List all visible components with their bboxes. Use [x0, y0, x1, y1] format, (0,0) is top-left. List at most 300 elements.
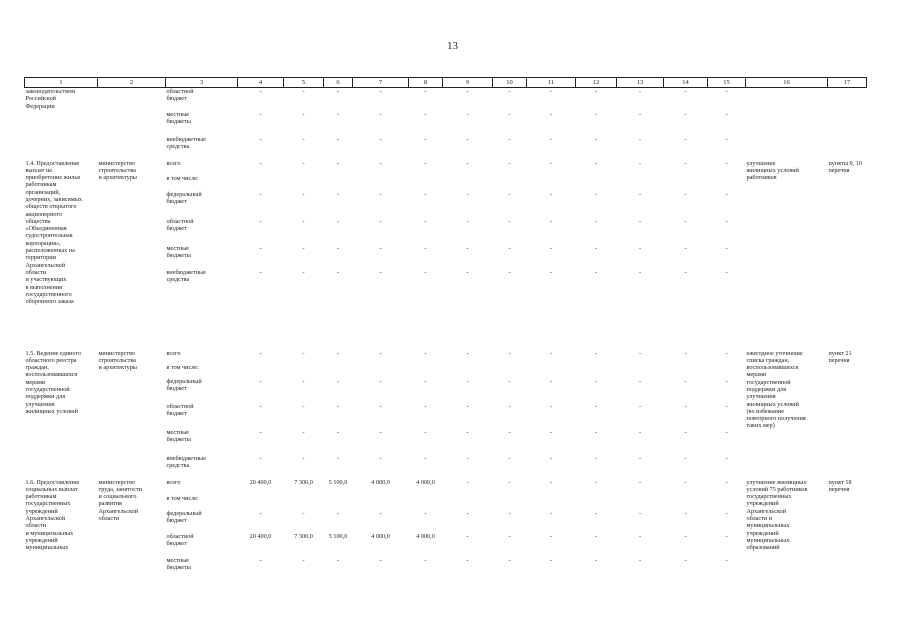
value-cell: - [302, 454, 305, 462]
header-cell: 3 [166, 78, 238, 88]
value-cell: - [379, 110, 382, 118]
value-cell [238, 495, 284, 510]
value-cell: - [594, 217, 598, 225]
value-cell: - [725, 454, 728, 462]
value-cell: - [684, 556, 687, 564]
value-cell: - [379, 428, 382, 436]
value-cell: - [424, 509, 427, 517]
executor-name [98, 88, 166, 160]
value-cell: - [594, 532, 598, 540]
funding-source: в том числе: [166, 494, 199, 502]
value-cell [527, 175, 576, 191]
value-cell: - [259, 244, 262, 252]
funding-source: в том числе: [166, 174, 199, 182]
value-cell: - [259, 159, 262, 167]
value-cell: - [466, 454, 469, 462]
value-cell: - [508, 244, 511, 252]
value-cell: - [424, 428, 427, 436]
value-cell: - [302, 556, 305, 564]
expected-result [746, 88, 828, 160]
value-cell: - [336, 159, 340, 167]
value-cell: - [725, 88, 728, 95]
value-cell [664, 175, 708, 191]
value-cell [284, 364, 324, 378]
value-cell: - [549, 377, 553, 385]
value-cell: - [725, 556, 728, 564]
value-cell: - [336, 135, 340, 143]
value-cell: - [508, 159, 511, 167]
value-cell: 4 000,0 [416, 478, 435, 486]
value-cell: - [336, 244, 340, 252]
value-cell: - [508, 217, 511, 225]
value-cell [443, 175, 493, 191]
value-cell: - [684, 349, 687, 357]
value-cell: - [466, 190, 469, 198]
value-cell: - [594, 268, 598, 276]
funding-source: областной бюджет [166, 88, 194, 103]
value-cell [708, 364, 746, 378]
value-cell: - [684, 217, 687, 225]
value-cell: - [466, 88, 469, 95]
value-cell: - [379, 135, 382, 143]
value-cell: - [638, 377, 642, 385]
value-cell: - [594, 454, 598, 462]
value-cell: 4 000,0 [371, 478, 390, 486]
value-cell: - [379, 159, 382, 167]
value-cell: - [466, 217, 469, 225]
value-cell: - [508, 428, 511, 436]
value-cell: - [302, 428, 305, 436]
value-cell: - [508, 110, 511, 118]
value-cell [493, 364, 527, 378]
value-cell: - [259, 377, 262, 385]
value-cell: - [508, 349, 511, 357]
header-cell: 5 [284, 78, 324, 88]
value-cell: - [725, 268, 728, 276]
value-cell: - [466, 428, 469, 436]
value-cell: - [549, 509, 553, 517]
funding-source: областной бюджет [166, 217, 194, 232]
value-cell [617, 495, 664, 510]
value-cell: - [259, 110, 262, 118]
value-cell: - [638, 532, 642, 540]
header-cell: 7 [353, 78, 409, 88]
value-cell: - [638, 428, 642, 436]
value-cell: - [379, 402, 382, 410]
value-cell: - [549, 135, 553, 143]
value-cell: - [302, 349, 305, 357]
funding-source: областной бюджет [166, 402, 194, 417]
value-cell: - [638, 244, 642, 252]
value-cell: - [684, 190, 687, 198]
header-cell: 4 [238, 78, 284, 88]
table-row [25, 160, 867, 175]
value-cell: - [424, 556, 427, 564]
value-cell: - [466, 110, 469, 118]
value-cell: - [259, 190, 262, 198]
value-cell: - [336, 88, 340, 95]
value-cell: - [725, 244, 728, 252]
value-cell: - [336, 509, 340, 517]
value-cell [617, 364, 664, 378]
value-cell: - [336, 377, 340, 385]
value-cell: - [725, 377, 728, 385]
value-cell: - [302, 377, 305, 385]
funding-source: всего [166, 349, 181, 357]
list-reference: пункт 18 перечня [828, 478, 852, 493]
value-cell: - [638, 402, 642, 410]
value-cell: 20 400,0 [249, 532, 272, 540]
value-cell: - [549, 478, 553, 486]
funding-source: местные бюджеты [166, 244, 191, 259]
value-cell [324, 364, 353, 378]
value-cell: - [379, 349, 382, 357]
value-cell: - [684, 244, 687, 252]
value-cell [617, 175, 664, 191]
header-cell: 16 [746, 78, 828, 88]
value-cell: - [466, 478, 469, 486]
header-cell: 2 [98, 78, 166, 88]
value-cell: - [424, 110, 427, 118]
header-cell: 15 [708, 78, 746, 88]
value-cell: - [508, 402, 511, 410]
value-cell [527, 495, 576, 510]
value-cell [527, 364, 576, 378]
value-cell: - [684, 454, 687, 462]
header-cell: 10 [493, 78, 527, 88]
funding-source: федеральный бюджет [166, 377, 202, 392]
value-cell: - [424, 244, 427, 252]
value-cell: - [549, 268, 553, 276]
value-cell: - [549, 159, 553, 167]
value-cell: - [684, 509, 687, 517]
value-cell: - [259, 454, 262, 462]
funding-source: внебюджетные средства [166, 135, 206, 150]
value-cell: - [549, 110, 553, 118]
funding-source: в том числе: [166, 363, 199, 371]
value-cell: - [302, 217, 305, 225]
value-cell: - [466, 135, 469, 143]
table-row [25, 479, 867, 495]
value-cell: - [725, 159, 728, 167]
value-cell: 4 000,0 [371, 532, 390, 540]
value-cell: - [424, 402, 427, 410]
table-row [25, 88, 867, 111]
value-cell: - [424, 88, 427, 95]
value-cell: - [725, 349, 728, 357]
value-cell: - [424, 454, 427, 462]
measure-name: 1.6. Предоставление социальных выплат работникам государственных учреждений Архангельской области и муниципальных учреждений муниципальных [25, 478, 80, 552]
value-cell: - [466, 377, 469, 385]
value-cell: - [302, 190, 305, 198]
header-cell: 8 [409, 78, 443, 88]
header-cell: 1 [25, 78, 98, 88]
table-row [25, 350, 867, 364]
value-cell: - [379, 377, 382, 385]
value-cell [238, 364, 284, 378]
executor-name: министерство строительства и архитектуры [98, 349, 137, 372]
value-cell: - [302, 402, 305, 410]
value-cell: - [549, 402, 553, 410]
value-cell: - [259, 402, 262, 410]
value-cell: - [466, 556, 469, 564]
value-cell: - [424, 377, 427, 385]
value-cell: - [302, 88, 305, 95]
value-cell: - [466, 509, 469, 517]
value-cell: - [638, 268, 642, 276]
value-cell: 5 100,0 [328, 532, 348, 540]
value-cell: - [259, 217, 262, 225]
funding-source: федеральный бюджет [166, 509, 202, 524]
funding-source: всего [166, 159, 181, 167]
value-cell: - [379, 509, 382, 517]
value-cell [409, 364, 443, 378]
value-cell: - [466, 268, 469, 276]
funding-source: федеральный бюджет [166, 190, 202, 205]
value-cell: - [466, 349, 469, 357]
value-cell [353, 495, 409, 510]
value-cell: - [594, 110, 598, 118]
value-cell: - [594, 190, 598, 198]
value-cell: - [594, 478, 598, 486]
value-cell: - [424, 135, 427, 143]
value-cell: - [336, 349, 340, 357]
funding-source: местные бюджеты [166, 556, 191, 571]
header-cell: 13 [617, 78, 664, 88]
value-cell: - [259, 349, 262, 357]
value-cell [493, 175, 527, 191]
value-cell: - [424, 268, 427, 276]
value-cell: - [424, 349, 427, 357]
value-cell: - [508, 478, 511, 486]
list-reference: пункт 21 перечня [828, 349, 852, 364]
value-cell: - [379, 268, 382, 276]
value-cell [576, 364, 617, 378]
value-cell [443, 364, 493, 378]
value-cell: - [549, 556, 553, 564]
value-cell: - [259, 556, 262, 564]
value-cell: - [549, 454, 553, 462]
value-cell: - [302, 509, 305, 517]
value-cell: - [259, 428, 262, 436]
value-cell: - [379, 556, 382, 564]
value-cell: - [424, 217, 427, 225]
value-cell: - [259, 268, 262, 276]
measure-name: законодательством Российской Федерации [25, 88, 76, 110]
value-cell: - [684, 159, 687, 167]
value-cell [664, 495, 708, 510]
value-cell [409, 175, 443, 191]
value-cell: - [549, 349, 553, 357]
value-cell: - [508, 268, 511, 276]
value-cell: - [549, 217, 553, 225]
header-row [25, 78, 867, 88]
value-cell: - [725, 110, 728, 118]
value-cell: - [594, 556, 598, 564]
list-reference [828, 88, 867, 160]
value-cell: - [336, 454, 340, 462]
value-cell: - [379, 217, 382, 225]
value-cell: - [466, 159, 469, 167]
value-cell [238, 175, 284, 191]
value-cell: - [466, 244, 469, 252]
value-cell: 20 400,0 [249, 478, 272, 486]
value-cell: - [379, 88, 382, 95]
expected-result: улучшение жилищных условий 75 работников государственных учреждений Архангельской области и муниципальных учреждений муниципальных образований [746, 478, 808, 552]
value-cell: - [638, 88, 642, 95]
value-cell: - [594, 88, 598, 95]
value-cell: - [336, 110, 340, 118]
value-cell: - [638, 509, 642, 517]
value-cell: - [594, 349, 598, 357]
value-cell: - [466, 532, 469, 540]
expected-result: ежегодное уточнение списка граждан, воспользовавшихся мерами государственной поддержки для улучшения жилищных условий (во избежание повторного получения таких мер) [746, 349, 806, 430]
list-reference: пункты 9, 10 перечня [828, 159, 862, 174]
value-cell [324, 175, 353, 191]
page-number: 13 [447, 40, 458, 52]
value-cell: - [638, 349, 642, 357]
value-cell [708, 175, 746, 191]
value-cell: - [638, 110, 642, 118]
value-cell: - [302, 110, 305, 118]
value-cell: - [684, 110, 687, 118]
value-cell: - [594, 402, 598, 410]
value-cell [409, 495, 443, 510]
value-cell: - [549, 532, 553, 540]
value-cell [708, 495, 746, 510]
value-cell: - [549, 88, 553, 95]
value-cell: - [638, 478, 642, 486]
value-cell: - [684, 268, 687, 276]
value-cell: 7 300,0 [294, 478, 313, 486]
value-cell: - [725, 402, 728, 410]
funding-source: областной бюджет [166, 532, 194, 547]
funding-source: местные бюджеты [166, 428, 191, 443]
value-cell: - [336, 190, 340, 198]
value-cell: - [508, 377, 511, 385]
value-cell: - [684, 478, 687, 486]
value-cell [443, 495, 493, 510]
header-cell: 14 [664, 78, 708, 88]
value-cell: - [638, 135, 642, 143]
value-cell: - [684, 532, 687, 540]
value-cell [576, 175, 617, 191]
value-cell: - [684, 135, 687, 143]
value-cell: - [302, 268, 305, 276]
value-cell: - [424, 159, 427, 167]
value-cell: - [302, 159, 305, 167]
value-cell: - [508, 509, 511, 517]
measure-name: 1.5. Ведение единого областного реестра граждан, воспользовавшихся мерами государственной поддержки для улучшения жилищных условий [25, 349, 81, 415]
value-cell: - [302, 135, 305, 143]
value-cell: - [638, 159, 642, 167]
value-cell: - [638, 190, 642, 198]
value-cell [284, 495, 324, 510]
value-cell: - [684, 377, 687, 385]
executor-name: министерство строительства и архитектуры [98, 159, 137, 182]
funding-source: местные бюджеты [166, 110, 191, 125]
value-cell: - [594, 135, 598, 143]
value-cell [284, 175, 324, 191]
value-cell: - [379, 190, 382, 198]
value-cell: - [725, 428, 728, 436]
value-cell: - [302, 244, 305, 252]
value-cell: - [725, 532, 728, 540]
value-cell: - [259, 135, 262, 143]
value-cell: - [684, 428, 687, 436]
measure-name: 1.4. Предоставление выплат на приобретение жилья работникам организаций, дочерних, зависимых обществ открытого акционерного общества «Объединенная судостроительная корпорация», расположенных на территории Архангельской области и участвующих в выполнении государственного оборонного заказа [25, 159, 82, 306]
value-cell: - [379, 454, 382, 462]
value-cell: - [424, 190, 427, 198]
value-cell: - [725, 509, 728, 517]
value-cell: 5 100,0 [328, 478, 348, 486]
value-cell: 7 300,0 [294, 532, 313, 540]
value-cell: - [725, 190, 728, 198]
header-cell: 11 [527, 78, 576, 88]
value-cell: - [508, 135, 511, 143]
value-cell: - [259, 88, 262, 95]
value-cell: - [508, 556, 511, 564]
value-cell: - [725, 217, 728, 225]
funding-source: внебюджетные средства [166, 454, 206, 469]
header-cell: 6 [324, 78, 353, 88]
header-cell: 9 [443, 78, 493, 88]
funding-source: всего [166, 478, 181, 486]
executor-name: министерство труда, занятости и социального развития Архангельской области [98, 478, 142, 522]
value-cell: - [594, 244, 598, 252]
value-cell: - [336, 268, 340, 276]
value-cell: 4 000,0 [416, 532, 435, 540]
value-cell: - [684, 402, 687, 410]
value-cell: - [379, 244, 382, 252]
value-cell: - [549, 428, 553, 436]
value-cell: - [594, 428, 598, 436]
value-cell: - [508, 190, 511, 198]
value-cell: - [336, 428, 340, 436]
value-cell: - [259, 509, 262, 517]
value-cell: - [725, 478, 728, 486]
value-cell: - [638, 454, 642, 462]
value-cell: - [549, 190, 553, 198]
program-table [24, 77, 867, 577]
header-cell: 12 [576, 78, 617, 88]
value-cell: - [508, 454, 511, 462]
value-cell [664, 364, 708, 378]
header-cell: 17 [828, 78, 867, 88]
value-cell: - [684, 88, 687, 95]
table-body [25, 88, 867, 577]
value-cell: - [336, 402, 340, 410]
value-cell: - [594, 159, 598, 167]
value-cell [493, 495, 527, 510]
value-cell: - [466, 402, 469, 410]
value-cell: - [336, 217, 340, 225]
value-cell: - [638, 217, 642, 225]
value-cell: - [725, 135, 728, 143]
value-cell [353, 364, 409, 378]
value-cell [576, 495, 617, 510]
funding-source: внебюджетные средства [166, 268, 206, 283]
expected-result: улучшение жилищных условий работников [746, 159, 799, 182]
value-cell: - [594, 509, 598, 517]
value-cell: - [638, 556, 642, 564]
value-cell: - [594, 377, 598, 385]
value-cell: - [508, 88, 511, 95]
value-cell: - [336, 556, 340, 564]
value-cell [353, 175, 409, 191]
value-cell: - [508, 532, 511, 540]
value-cell: - [549, 244, 553, 252]
